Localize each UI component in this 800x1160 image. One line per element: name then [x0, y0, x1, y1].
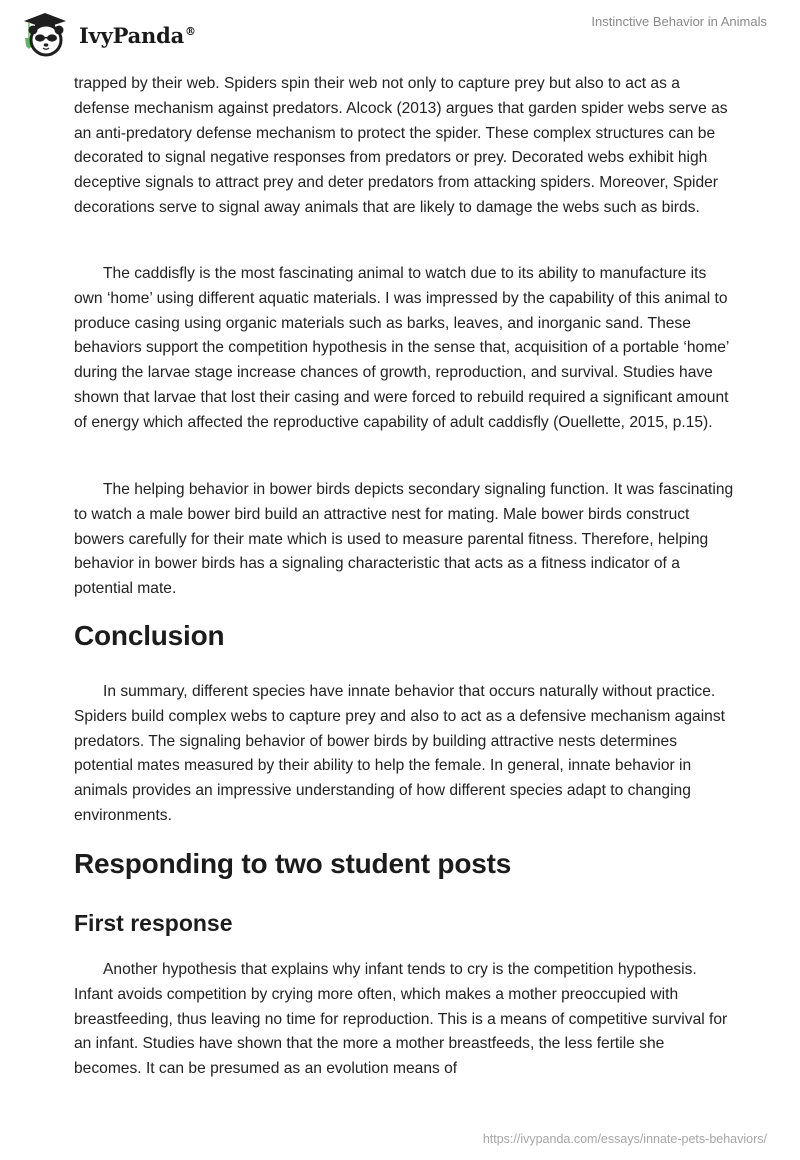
- panda-graduate-icon: [16, 8, 74, 58]
- source-url-link[interactable]: https://ivypanda.com/essays/innate-pets-behaviors/: [482, 1132, 767, 1146]
- first-response-heading: First response: [74, 910, 233, 936]
- ivypanda-logo[interactable]: [16, 8, 196, 58]
- paragraph-bower-birds: The helping behavior in bower birds depicts secondary signaling function. It was fascinating to watch a male bower bird build an attractive nest for mating. Male bower birds construct bowers carefully for their mate which is used to measure parental fitness. Therefore, helping behavior in bower birds has a signaling characteristic that acts as a fitness indicator of a potential mate.: [74, 481, 734, 598]
- paragraph-caddisfly: The caddisfly is the most fascinating animal to watch due to its ability to manufacture its own ‘home’ using different aquatic materials. I was impressed by the capability of this animal to produce casing using organic materials such as barks, leaves, and inorganic sand. These behaviors support the competition hypothesis in the sense that, acquisition of a portable ‘home’ during the larvae stage increase chances of growth, reproduction, and survival. Studies have shown that larvae that lost their casing and were forced to rebuild required a significant amount of energy which affected the reproductive capability of adult caddisfly (Ouellette, 2015, p.15).: [74, 265, 729, 431]
- conclusion-heading: Conclusion: [74, 620, 225, 651]
- page-header: [0, 0, 800, 66]
- first-response-paragraph: Another hypothesis that explains why infant tends to cry is the competition hypothesis. Infant avoids competition by crying more often, which makes a mother preoccupied with breastfeeding, thus leaving no time for reproduction. This is a means of competitive survival for an infant. Studies have shown that the more a mother breastfeeds, the less fertile she becomes. It can be presumed as an evolution means of: [74, 961, 728, 1078]
- brand-name: IvyPanda®: [79, 22, 196, 48]
- responding-heading: Responding to two student posts: [74, 848, 512, 879]
- document-title: Instinctive Behavior in Animals: [591, 14, 767, 29]
- paragraph-spider-webs: trapped by their web. Spiders spin their web not only to capture prey but also to act as a defense mechanism against predators. Alcock (2013) argues that garden spider webs serve as an anti-predatory defense mechanism to protect the spider. These complex structures can be decorated to signal negative responses from predators or prey. Decorated webs exhibit high deceptive signals to attract prey and deter predators from attacking spiders. Moreover, Spider decorations serve to signal away animals that are likely to damage the webs such as birds.: [74, 75, 728, 216]
- conclusion-paragraph: In summary, different species have innate behavior that occurs naturally without practice. Spiders build complex webs to capture prey and also to act as a defensive mechanism against predators. The signaling behavior of bower birds by building attractive nests determines potential mates measured by their ability to help the female. In general, innate behavior in animals provides an impressive understanding of how different species adapt to changing environments.: [74, 683, 725, 824]
